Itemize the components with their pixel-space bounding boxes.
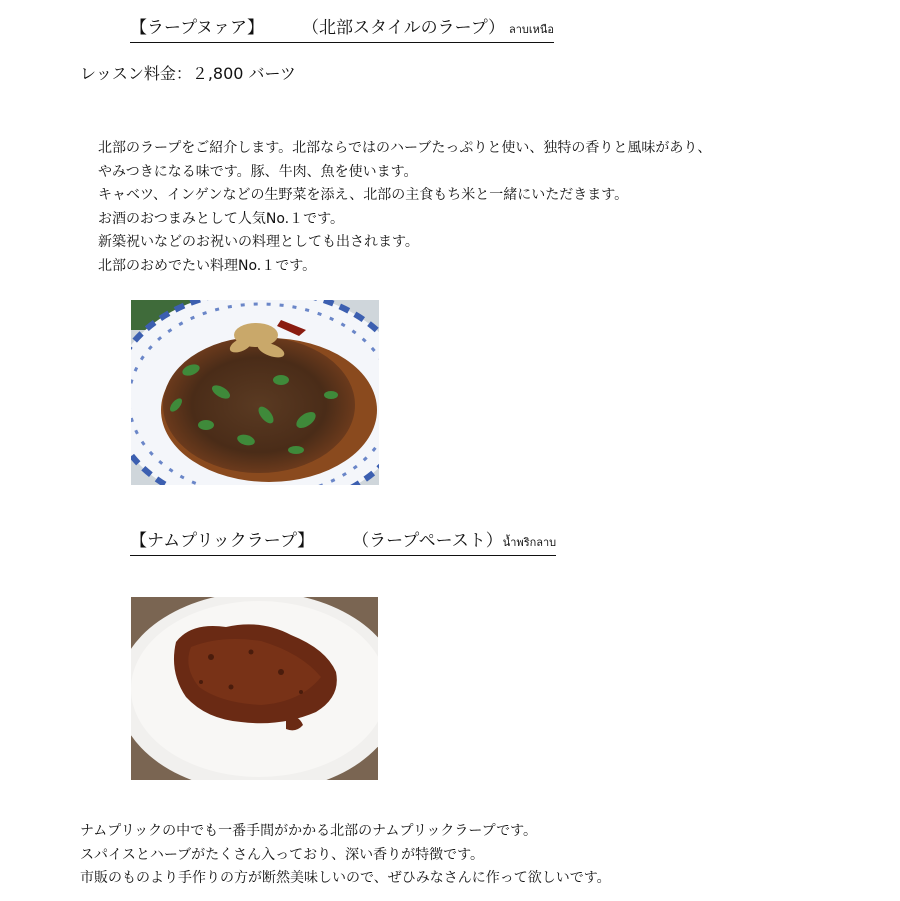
section-title: 【ラープヌァア】	[130, 18, 264, 38]
description-line: スパイスとハーブがたくさん入っており、深い香りが特徴です。	[80, 846, 485, 863]
section-heading-laab-nuea	[130, 17, 554, 43]
laab-nuea-description	[98, 137, 711, 278]
description-line: 北部のおめでたい料理No.１です。	[98, 257, 317, 274]
description-line: 北部のラープをご紹介します。北部ならではのハーブたっぷりと使い、独特の香りと風味があり、	[98, 140, 712, 156]
nam-prik-laab-photo	[131, 597, 378, 780]
section-title: 【ナムプリックラープ】	[130, 531, 315, 551]
section-subtitle: （ラープペースト）	[352, 531, 503, 551]
section-thai-name: น้ำพริกลาบ	[502, 536, 557, 549]
description-line: 市販のものより手作りの方が断然美味しいので、ぜひみなさんに作って欲しいです。	[80, 870, 611, 886]
section-subtitle: （北部スタイルのラープ）	[301, 18, 505, 38]
description-line: やみつきになる味です。豚、牛肉、魚を使います。	[98, 163, 418, 180]
description-line: お酒のおつまみとして人気No.１です。	[98, 210, 344, 227]
section-thai-name: ลาบเหนือ	[508, 23, 554, 36]
section-heading-nam-prik-laab	[130, 530, 556, 556]
description-line: ナムプリックの中でも一番手間がかかる北部のナムプリックラープです。	[80, 823, 537, 839]
nam-prik-laab-description	[80, 820, 611, 891]
description-line: キャベツ、インゲンなどの生野菜を添え、北部の主食もち米と一緒にいただきます。	[98, 187, 629, 203]
laab-nuea-photo	[131, 300, 379, 485]
lesson-fee: レッスン料金：２,800 バーツ	[80, 64, 296, 83]
description-line: 新築祝いなどのお祝いの料理としても出されます。	[98, 234, 419, 250]
